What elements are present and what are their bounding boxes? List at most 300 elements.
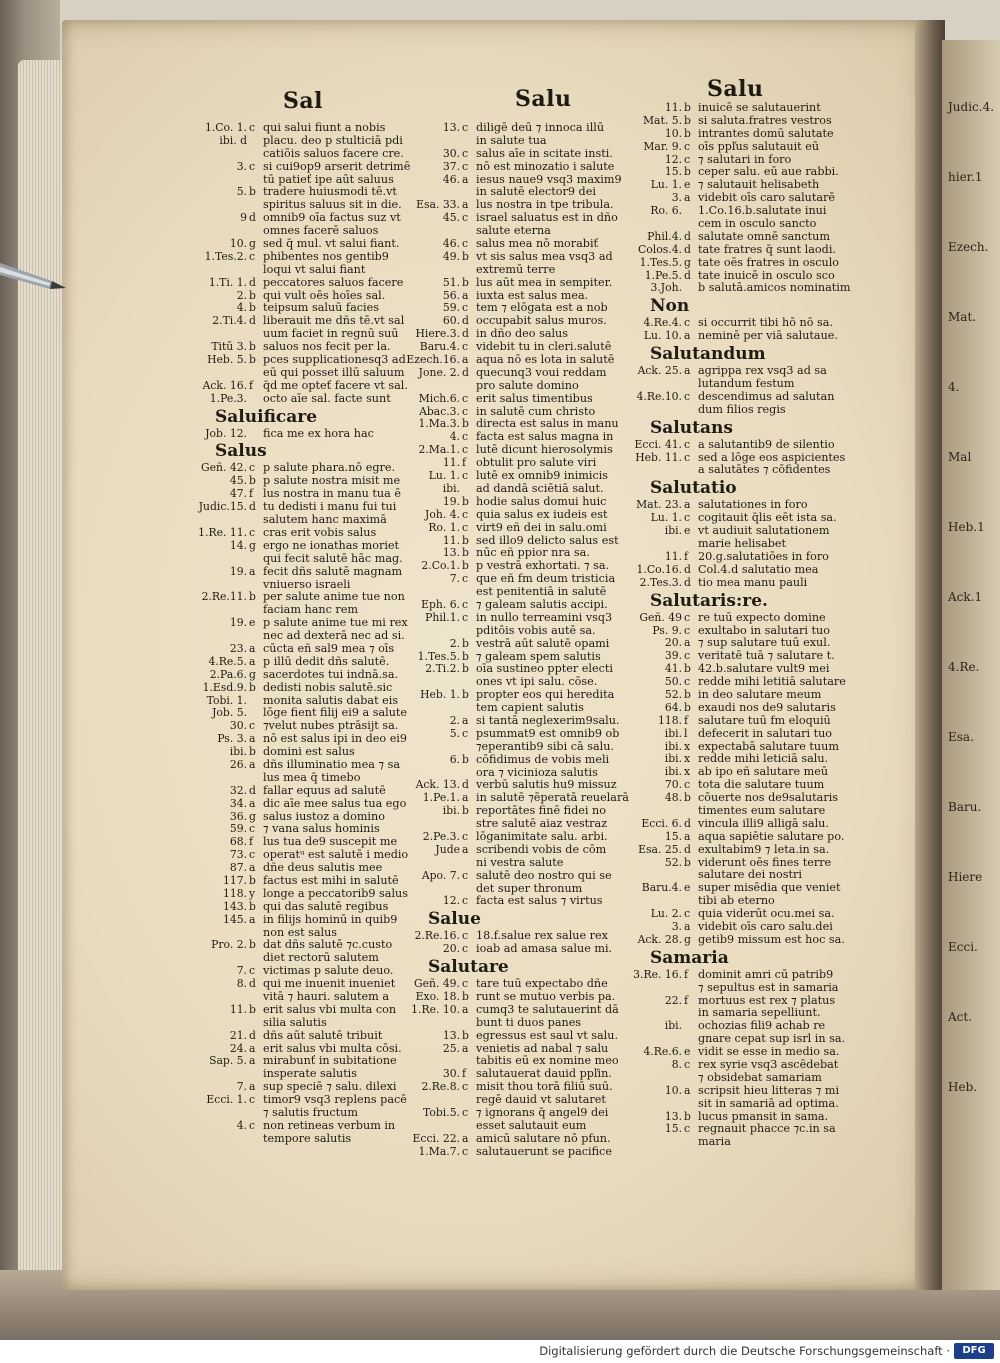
line-text: si cui9op9 arserit detrimē — [263, 159, 411, 173]
right-page-text: Baru. — [948, 800, 982, 814]
line-text: dedisti nobis salutē.sic — [263, 680, 393, 694]
line-text: virt9 eñ dei in salu.omi — [476, 520, 607, 534]
section-letter: c — [684, 389, 691, 403]
line-text: ones vt ipi salu. cōse. — [476, 675, 598, 689]
line-text: vincula illi9 alligā salu. — [698, 816, 829, 830]
reference: Job. 12. — [205, 426, 247, 440]
line-text: vestrā aūt salutē opami — [476, 636, 610, 650]
line-text: iesus naue9 vsq3 maxim9 — [476, 172, 622, 186]
line-text: a salutantib9 de silentio — [698, 437, 835, 451]
heading-text: Samaria — [650, 947, 729, 968]
line-text: dñs aūt salutē tribuit — [263, 1028, 383, 1042]
line-text: agrippa rex vsq3 ad sa — [698, 364, 827, 378]
line-text: tota die salutare tuum — [698, 778, 825, 792]
section-letter: b — [249, 1002, 256, 1016]
line-text: lus tua de9 suscepit me — [263, 835, 398, 849]
line-text: ⁊ ignorans q̄ angel9 dei — [476, 1106, 609, 1120]
right-page-text: Heb.1 — [948, 520, 985, 534]
line-text: salutationes in foro — [698, 498, 808, 512]
section-letter: a — [684, 829, 691, 843]
reference: 20. — [442, 942, 460, 956]
line-text: in salutē cum christo — [476, 404, 596, 418]
section-letter: a — [684, 919, 691, 933]
line-text: ⁊velut nubes ptrāsijt sa. — [263, 719, 399, 733]
reference: 118. — [222, 886, 247, 900]
line-text: stre salutē aiaz vestraz — [476, 817, 608, 831]
section-letter: b — [249, 185, 256, 199]
section-letter: a — [462, 1131, 469, 1145]
reference: 11. — [664, 549, 682, 563]
footer-credit: Digitalisierung gefördert durch die Deutsche Forschungsgemeinschaft · — [539, 1344, 950, 1358]
line-text: mirabunť in subitatione — [263, 1054, 397, 1068]
section-letter: d — [249, 977, 256, 991]
line-text: erit salus vbi multa con — [263, 1002, 397, 1016]
line-text: tem capient salutis — [476, 701, 584, 715]
line-text: videbit oīs caro salu.dei — [698, 919, 833, 933]
section-letter: e — [249, 616, 256, 630]
section-letter: a — [462, 172, 469, 186]
line-text: israel saluatus est in dño — [476, 211, 618, 225]
reference: ibi. — [664, 1019, 682, 1033]
section-letter: a — [684, 191, 691, 205]
reference: 37. — [442, 159, 460, 173]
line-text: quecunq3 voui reddam — [476, 365, 607, 379]
reference: 118. — [657, 713, 682, 727]
reference: Ack. 25. — [637, 364, 682, 378]
reference: 19. — [442, 494, 460, 508]
section-letter: d — [684, 268, 691, 282]
line-text: scripsit hieu litteras ⁊ mi — [698, 1083, 840, 1097]
reference: 2.Tes.3. — [639, 575, 682, 589]
section-letter: c — [462, 726, 469, 740]
line-text: tate oēs fratres in osculo — [698, 255, 840, 269]
section-letter: d — [249, 211, 256, 225]
line-text: regē dauid vt salutaret — [476, 1093, 606, 1107]
section-letter: a — [684, 498, 691, 512]
section-letter: c — [462, 443, 469, 457]
line-text: teipsum saluū facies — [263, 301, 379, 315]
section-letter: c — [249, 159, 256, 173]
line-text: lucus pmansit in sama. — [698, 1109, 829, 1123]
section-letter: b — [462, 1028, 469, 1042]
line-text: salus aīe in scitate insti. — [476, 146, 613, 160]
section-letter: a — [462, 1002, 469, 1016]
reference: 87. — [229, 861, 247, 875]
section-letter: b — [249, 873, 256, 887]
reference: Tobi. 1. — [206, 693, 247, 707]
line-text: super misēdia que veniet — [698, 881, 841, 895]
line-text: amicū salutare nō pfun. — [476, 1131, 611, 1145]
reference: 1.Re. 11. — [198, 525, 247, 539]
heading-text: Salue — [428, 909, 481, 930]
line-text: dominit amri cū patrib9 — [698, 967, 834, 981]
reference: 11. — [442, 533, 460, 547]
line-text: extremū terre — [476, 262, 556, 276]
line-text: 42.b.salutare vult9 mei — [698, 662, 830, 676]
line-text: veritatē tuā ⁊ salutare t. — [698, 649, 835, 663]
line-text: qui salui fiunt a nobis — [263, 121, 386, 134]
reference: 9 — [240, 211, 247, 225]
line-text: diet rectorū salutem — [263, 951, 379, 965]
page-edges — [18, 60, 68, 1300]
line-text: p salute anime tue mi rex — [263, 616, 408, 630]
reference: Ack. 28. — [637, 932, 682, 946]
section-letter: c — [249, 964, 256, 978]
section-letter: d — [684, 842, 691, 856]
line-text: Col.4.d salutatio mea — [698, 562, 819, 576]
section-letter: c — [684, 675, 691, 689]
section-letter: b — [462, 688, 469, 702]
reference: 2. — [449, 713, 460, 727]
section-letter: c — [684, 649, 691, 663]
line-text: tate fratres q̄ sunt laodi. — [698, 242, 836, 256]
line-text: operatᵘ est salutē i medio — [263, 848, 409, 862]
reference: 10. — [229, 237, 247, 251]
section-letter: b — [684, 101, 691, 114]
heading-text: Non — [650, 296, 690, 317]
line-text: cōuerte nos de9salutaris — [698, 791, 839, 805]
section-letter: c — [462, 1144, 469, 1158]
line-text: in salutē ⁊ēperatā reuelarā — [476, 791, 629, 805]
section-letter: d — [684, 242, 691, 256]
reference: 13. — [442, 546, 460, 560]
section-letter: c — [462, 572, 469, 586]
section-letter: c — [462, 211, 469, 225]
line-text: omnes facerē saluos — [263, 224, 379, 238]
reference: 47. — [229, 487, 247, 501]
line-text: non est salus — [263, 925, 338, 939]
reference: ibi. — [664, 765, 682, 779]
section-letter: b — [684, 855, 691, 869]
line-text: tare tuū expectabo dñe — [476, 977, 608, 991]
pencil-icon — [0, 255, 70, 303]
line-text: nō est minozatio i salute — [476, 159, 615, 173]
section-letter: d — [462, 778, 469, 792]
line-text: est penitentiā in salutē — [476, 585, 607, 599]
section-letter: d — [684, 229, 691, 243]
line-text: non retineas verbum in — [263, 1118, 396, 1132]
reference: Ecci. 6. — [641, 816, 682, 830]
section-letter: c — [462, 159, 469, 173]
reference: 1.Tes.2. — [204, 249, 247, 263]
line-text: tu dedisti i manu fui tui — [263, 500, 397, 514]
section-letter: b — [684, 700, 691, 714]
section-letter: b — [249, 301, 256, 315]
line-text: eū qui posset illū saluum — [263, 365, 405, 379]
line-text: fecit dñs salutē magnam — [263, 564, 403, 578]
section-letter: c — [684, 1122, 691, 1136]
section-letter: b — [462, 275, 469, 289]
line-text: occupabit salus muros. — [476, 314, 607, 328]
line-text: salutē deo nostro qui se — [476, 868, 612, 882]
line-text: exultabim9 ⁊ leta.in sa. — [698, 842, 830, 856]
reference: Abac.3. — [419, 404, 460, 418]
section-letter: x — [684, 752, 691, 766]
section-letter: c — [462, 610, 469, 624]
reference: 1.Tes.5. — [639, 255, 682, 269]
line-text: marie helisabet — [698, 537, 787, 551]
reference: 8. — [236, 977, 247, 991]
reference: 52. — [664, 687, 682, 701]
line-text: in deo salutare meum — [698, 687, 822, 701]
section-letter: c — [249, 249, 256, 263]
section-letter: b — [249, 938, 256, 952]
running-head-left: Sal — [283, 88, 323, 114]
line-text: gnare cepat sup isrl in sa. — [698, 1032, 846, 1046]
section-letter: c — [684, 152, 691, 166]
section-letter: b — [462, 649, 469, 663]
reference: 13. — [664, 1109, 682, 1123]
section-letter: a — [249, 912, 256, 926]
line-text: ioab ad amasa salue mi. — [476, 942, 613, 956]
line-text: facta est salus magna in — [476, 430, 614, 444]
section-letter: a — [684, 329, 691, 343]
reference: 10. — [664, 1083, 682, 1097]
line-text: silia salutis — [263, 1015, 327, 1029]
reference: ibi. — [442, 481, 460, 495]
line-text: domini est salus — [263, 745, 355, 759]
line-text: dic aīe mee salus tua ego — [263, 796, 407, 810]
line-text: erit salus timentibus — [476, 391, 593, 405]
section-letter: c — [462, 340, 469, 354]
line-text: videbit tu in cleri.salutē — [476, 340, 612, 354]
section-letter: c — [462, 1106, 469, 1120]
reference: 5. — [449, 726, 460, 740]
line-text: salutare tuū fm eloquiū — [698, 713, 831, 727]
reference: 2.Ti.2. — [425, 662, 460, 676]
section-letter: e — [684, 178, 691, 192]
heading-text: Saluificare — [215, 406, 318, 427]
section-letter: d — [684, 816, 691, 830]
line-text: salute eterna — [476, 224, 551, 238]
section-letter: d — [684, 575, 691, 589]
line-text: fica me ex hora hac — [263, 426, 374, 440]
section-letter: f — [684, 713, 688, 727]
section-letter: a — [249, 1054, 256, 1068]
reference: 4. — [236, 1118, 247, 1132]
reference: 7. — [236, 1080, 247, 1094]
line-text: vitā ⁊ hauri. salutem a — [263, 990, 390, 1003]
reference: 20. — [664, 636, 682, 650]
reference: 4.Re.4. — [643, 316, 682, 330]
line-text: salus iustoz a domino — [263, 809, 385, 823]
line-text: peccatores saluos facere — [263, 275, 404, 289]
reference: 6. — [449, 752, 460, 766]
section-letter: d — [462, 365, 469, 379]
line-text: salutauerunt se pacifice — [476, 1144, 612, 1158]
line-text: aqua sapiētie salutare po. — [698, 829, 845, 843]
section-letter: c — [249, 461, 256, 475]
section-letter: a — [462, 713, 469, 727]
reference: 22. — [664, 993, 682, 1007]
section-letter: f — [462, 456, 466, 470]
section-letter: c — [684, 610, 691, 624]
heading-text: Salutatio — [650, 478, 737, 499]
section-letter: c — [249, 121, 256, 134]
section-letter: d — [249, 275, 256, 289]
line-text: insperate salutis — [263, 1067, 358, 1081]
section-letter: g — [684, 932, 691, 946]
section-letter: a — [684, 1083, 691, 1097]
heading-text: Salutans — [650, 417, 733, 438]
section-letter: b — [462, 546, 469, 560]
reference: Pro. 2. — [211, 938, 247, 952]
reference: 12. — [442, 894, 460, 908]
reference: 1.Re. 10. — [411, 1002, 460, 1016]
line-text: directa est salus in manu — [476, 417, 619, 431]
line-text: sed q̄ mul. vt salui fiant. — [263, 237, 400, 251]
reference: 30. — [229, 719, 247, 733]
section-letter: c — [684, 778, 691, 792]
reference: 1.Co.16. — [636, 562, 682, 576]
section-letter: c — [462, 829, 469, 843]
reference: Phil.1. — [425, 610, 460, 624]
reference: Sap. 5. — [209, 1054, 247, 1068]
running-head-middle: Salu — [515, 86, 572, 112]
line-text: vidit se esse in medio sa. — [698, 1045, 840, 1059]
reference: 1.Esd.9. — [202, 680, 247, 694]
reference: Mar. 9. — [643, 139, 682, 153]
line-text: saluos nos fecit per la. — [263, 340, 391, 354]
line-text: 20.g.salutatiōes in foro — [698, 549, 829, 563]
line-text: pro salute domino — [476, 378, 579, 392]
line-text: esset salutauit eum — [476, 1118, 587, 1132]
line-text: cogitauit q̄lis eēt ista sa. — [698, 511, 837, 525]
reference: 41. — [664, 662, 682, 676]
reference: ibi. — [229, 745, 247, 759]
heading-text: Salutandum — [650, 344, 766, 365]
section-letter: d — [249, 314, 256, 328]
line-text: victimas p salute deuo. — [263, 964, 394, 978]
reference: Heb. 11. — [635, 450, 682, 464]
line-text: lutandum festum — [698, 377, 795, 391]
reference: 1.Co. 1. — [204, 121, 247, 134]
reference: Eph. 6. — [421, 597, 460, 611]
section-letter: d — [249, 500, 256, 514]
section-letter: c — [462, 520, 469, 534]
reference: 59. — [229, 822, 247, 836]
line-text: sup speciē ⁊ salu. dilexi — [263, 1080, 397, 1094]
reference: 1.Pe.5. — [644, 268, 682, 282]
reference: Heb. 5. — [207, 353, 247, 367]
section-letter: a — [462, 353, 469, 367]
line-text: sed illo9 delicto salus est — [476, 533, 619, 547]
reference: Mich.6. — [418, 391, 460, 405]
line-text: tem ⁊ elōgata est a nob — [476, 301, 608, 315]
reference: 145. — [222, 912, 247, 926]
section-letter: c — [684, 907, 691, 921]
reference: 11. — [442, 456, 460, 470]
reference: Lu. 1. — [650, 178, 682, 192]
right-page-text: Judic.4. — [948, 100, 995, 114]
line-text: exultabo in salutari tuo — [698, 623, 830, 637]
reference: 3.Joh. — [650, 281, 682, 295]
reference: 2.Re.8. — [421, 1080, 460, 1094]
right-page-text: 4.Re. — [948, 660, 980, 674]
section-letter: b — [462, 249, 469, 263]
section-letter: c — [684, 1058, 691, 1071]
line-text: salutate omnē sanctum — [698, 229, 830, 243]
section-letter: b — [462, 559, 469, 573]
reference: 49. — [442, 249, 460, 263]
section-letter: a — [462, 1041, 469, 1055]
reference: 46. — [442, 237, 460, 251]
line-text: cras erit vobis salus — [263, 525, 377, 539]
reference: Mat. 5. — [643, 113, 682, 127]
line-text: redde mihi letitiā salutare — [698, 675, 846, 689]
line-text: qui vult oēs hoīes sal. — [263, 288, 386, 302]
line-text: ora ⁊ vicinioza salutis — [476, 765, 598, 779]
reference: Esa. 25. — [638, 842, 682, 856]
right-page-text: Mat. — [948, 310, 977, 324]
reference: 4. — [449, 430, 460, 444]
line-text: 18.f.salue rex salue rex — [476, 929, 608, 943]
section-letter: b — [462, 752, 469, 766]
line-text: catiõis saluos facere cre. — [263, 146, 404, 160]
section-letter: e — [684, 881, 691, 895]
line-text: vt sis salus mea vsq3 ad — [476, 249, 613, 263]
reference: Exo. 18. — [415, 990, 460, 1003]
section-letter: c — [462, 237, 469, 251]
section-letter: a — [249, 732, 256, 746]
reference: 2.Ma.1. — [418, 443, 460, 457]
right-page-fragment — [942, 40, 1000, 1290]
section-letter: c — [462, 942, 469, 956]
section-letter: d — [249, 783, 256, 797]
line-text: longe a peccatorib9 salus — [263, 886, 408, 900]
heading-text: Salutare — [428, 957, 509, 978]
line-text: factus est mihi in salutē — [263, 873, 399, 887]
reference: Geñ. 42. — [200, 461, 247, 475]
section-letter: c — [462, 121, 469, 134]
line-text: nec ad dexterā nec ad si. — [263, 629, 405, 643]
reference: 26. — [229, 757, 247, 771]
section-letter: d — [462, 314, 469, 328]
reference: 30. — [442, 146, 460, 160]
reference: 1.Pe.3. — [209, 391, 247, 405]
line-text: ⁊ galeam salutis accipi. — [476, 597, 608, 611]
line-text: ceper salu. eū aue rabbi. — [698, 165, 839, 179]
reference: 34. — [229, 796, 247, 810]
line-text: lus aūt mea in sempiter. — [476, 275, 613, 289]
line-text: uum faciet in regnū suū — [263, 327, 399, 341]
line-text: quia viderūt ocu.mei sa. — [698, 907, 835, 921]
section-letter: c — [462, 1080, 469, 1094]
line-text: lutē dicunt hierosolymis — [476, 443, 613, 457]
reference: ibi. — [664, 524, 682, 538]
reference: Lu. 1. — [650, 511, 682, 525]
section-letter: f — [684, 549, 688, 563]
right-page-text: Heb. — [948, 1080, 978, 1094]
section-letter: e — [684, 524, 691, 538]
reference: 4.Re.6. — [643, 1045, 682, 1059]
reference: 70. — [664, 778, 682, 792]
reference: 30. — [442, 1067, 460, 1081]
line-text: qui das salutē regibus — [263, 899, 389, 913]
line-text: ni vestra salute — [476, 855, 564, 869]
line-text: rex syrie vsq3 ascēdebat — [698, 1058, 839, 1071]
reference: Esa. 33. — [416, 198, 460, 212]
reference: 4.Re.10. — [636, 389, 682, 403]
line-text: si occurrit tibi hō nō sa. — [698, 316, 834, 330]
line-text: ergo ne ionathas moriet — [263, 538, 400, 552]
reference: 50. — [664, 675, 682, 689]
line-text: ⁊ salutauit helisabeth — [698, 178, 820, 192]
line-text: misit thou torā filiū suū. — [476, 1080, 613, 1094]
reference: 45. — [229, 474, 247, 488]
line-text: expectabā salutare tuum — [698, 739, 839, 753]
reference: 46. — [442, 172, 460, 186]
